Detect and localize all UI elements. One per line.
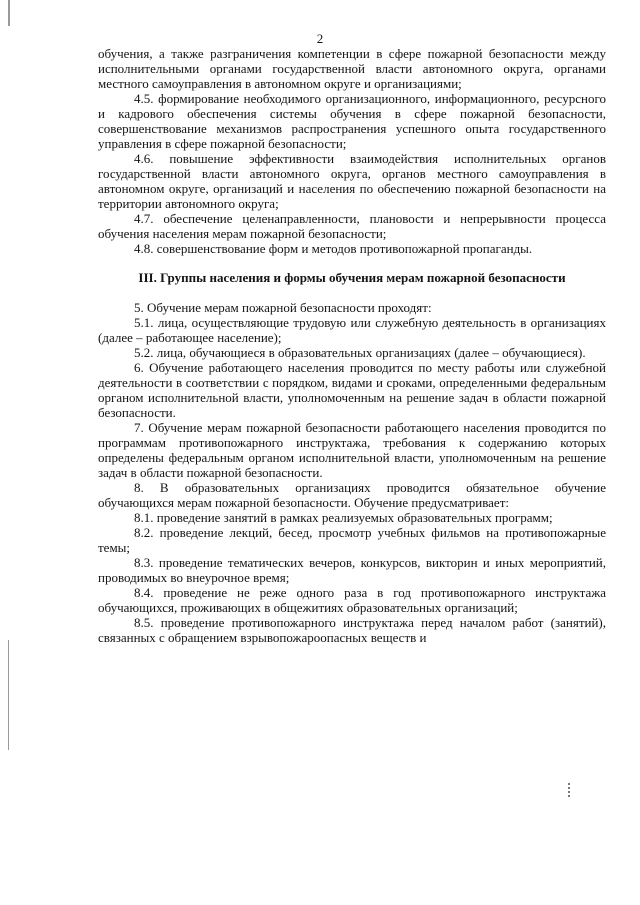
paragraph: 5.2. лица, обучающиеся в образовательных организациях (далее – обучающиеся). xyxy=(134,345,586,360)
section-heading: III. Группы населения и формы обучения мерам пожарной безопасности xyxy=(138,270,566,285)
paragraph: 8.1. проведение занятий в рамках реализуемых образовательных программ; xyxy=(134,510,553,525)
paragraph: обучения, а также разграничения компетенции в сфере пожарной безопасности между исполнительными органами государственной власти автономного округа, органами местного самоуправления в автономном округе и организациями; xyxy=(98,46,606,91)
page-number: 2 xyxy=(316,31,324,46)
paragraph: 5. Обучение мерам пожарной безопасности проходят: xyxy=(134,300,432,315)
paragraph: 7. Обучение мерам пожарной безопасности работающего населения проводится по программам противопожарного инструктажа, требования к содержанию которых определены федеральным органом исполнительной власти, уполномоченным на решение задач в области пожарной безопасности. xyxy=(98,420,606,480)
paragraph: 4.5. формирование необходимого организационного, информационного, ресурсного и кадрового обеспечения системы обучения в сфере пожарной безопасности, совершенствование механизмов распространения успешного опыта государственного управления в сфере пожарной безопасности; xyxy=(98,91,606,151)
paragraph: 8.4. проведение не реже одного раза в год противопожарного инструктажа обучающихся, проживающих в общежитиях образовательных организаций; xyxy=(98,585,606,615)
scan-margin-mark xyxy=(8,0,10,26)
paragraph: 5.1. лица, осуществляющие трудовую или служебную деятельность в организациях (далее – работающее население); xyxy=(98,315,606,345)
scan-margin-mark xyxy=(8,640,9,750)
paragraph: 6. Обучение работающего населения проводится по месту работы или служебной деятельности в соответствии с порядком, видами и сроками, определенными федеральным органом исполнительной власти, уполномоченным на решение задач в области пожарной безопасности. xyxy=(98,360,606,420)
paragraph: 8.5. проведение противопожарного инструктажа перед началом работ (занятий), связанных с обращением взрывопожароопасных веществ и xyxy=(98,615,606,645)
paragraph: 8. В образовательных организациях проводится обязательное обучение обучающихся мерам пожарной безопасности. Обучение предусматривает: xyxy=(98,480,606,510)
document-body xyxy=(98,46,606,645)
paragraph: 4.7. обеспечение целенаправленности, плановости и непрерывности процесса обучения населения мерам пожарной безопасности; xyxy=(98,211,606,241)
paragraph: 8.3. проведение тематических вечеров, конкурсов, викторин и иных мероприятий, проводимых во внеурочное время; xyxy=(98,555,606,585)
paragraph: 4.6. повышение эффективности взаимодействия исполнительных органов государственной власти автономного округа, органов местного самоуправления в автономном округе, организаций и населения по обеспечению пожарной безопасности на территории автономного округа; xyxy=(98,151,606,211)
paragraph: 4.8. совершенствование форм и методов противопожарной пропаганды. xyxy=(134,241,533,256)
scan-speck xyxy=(568,783,572,797)
paragraph: 8.2. проведение лекций, бесед, просмотр учебных фильмов на противопожарные темы; xyxy=(98,525,606,555)
